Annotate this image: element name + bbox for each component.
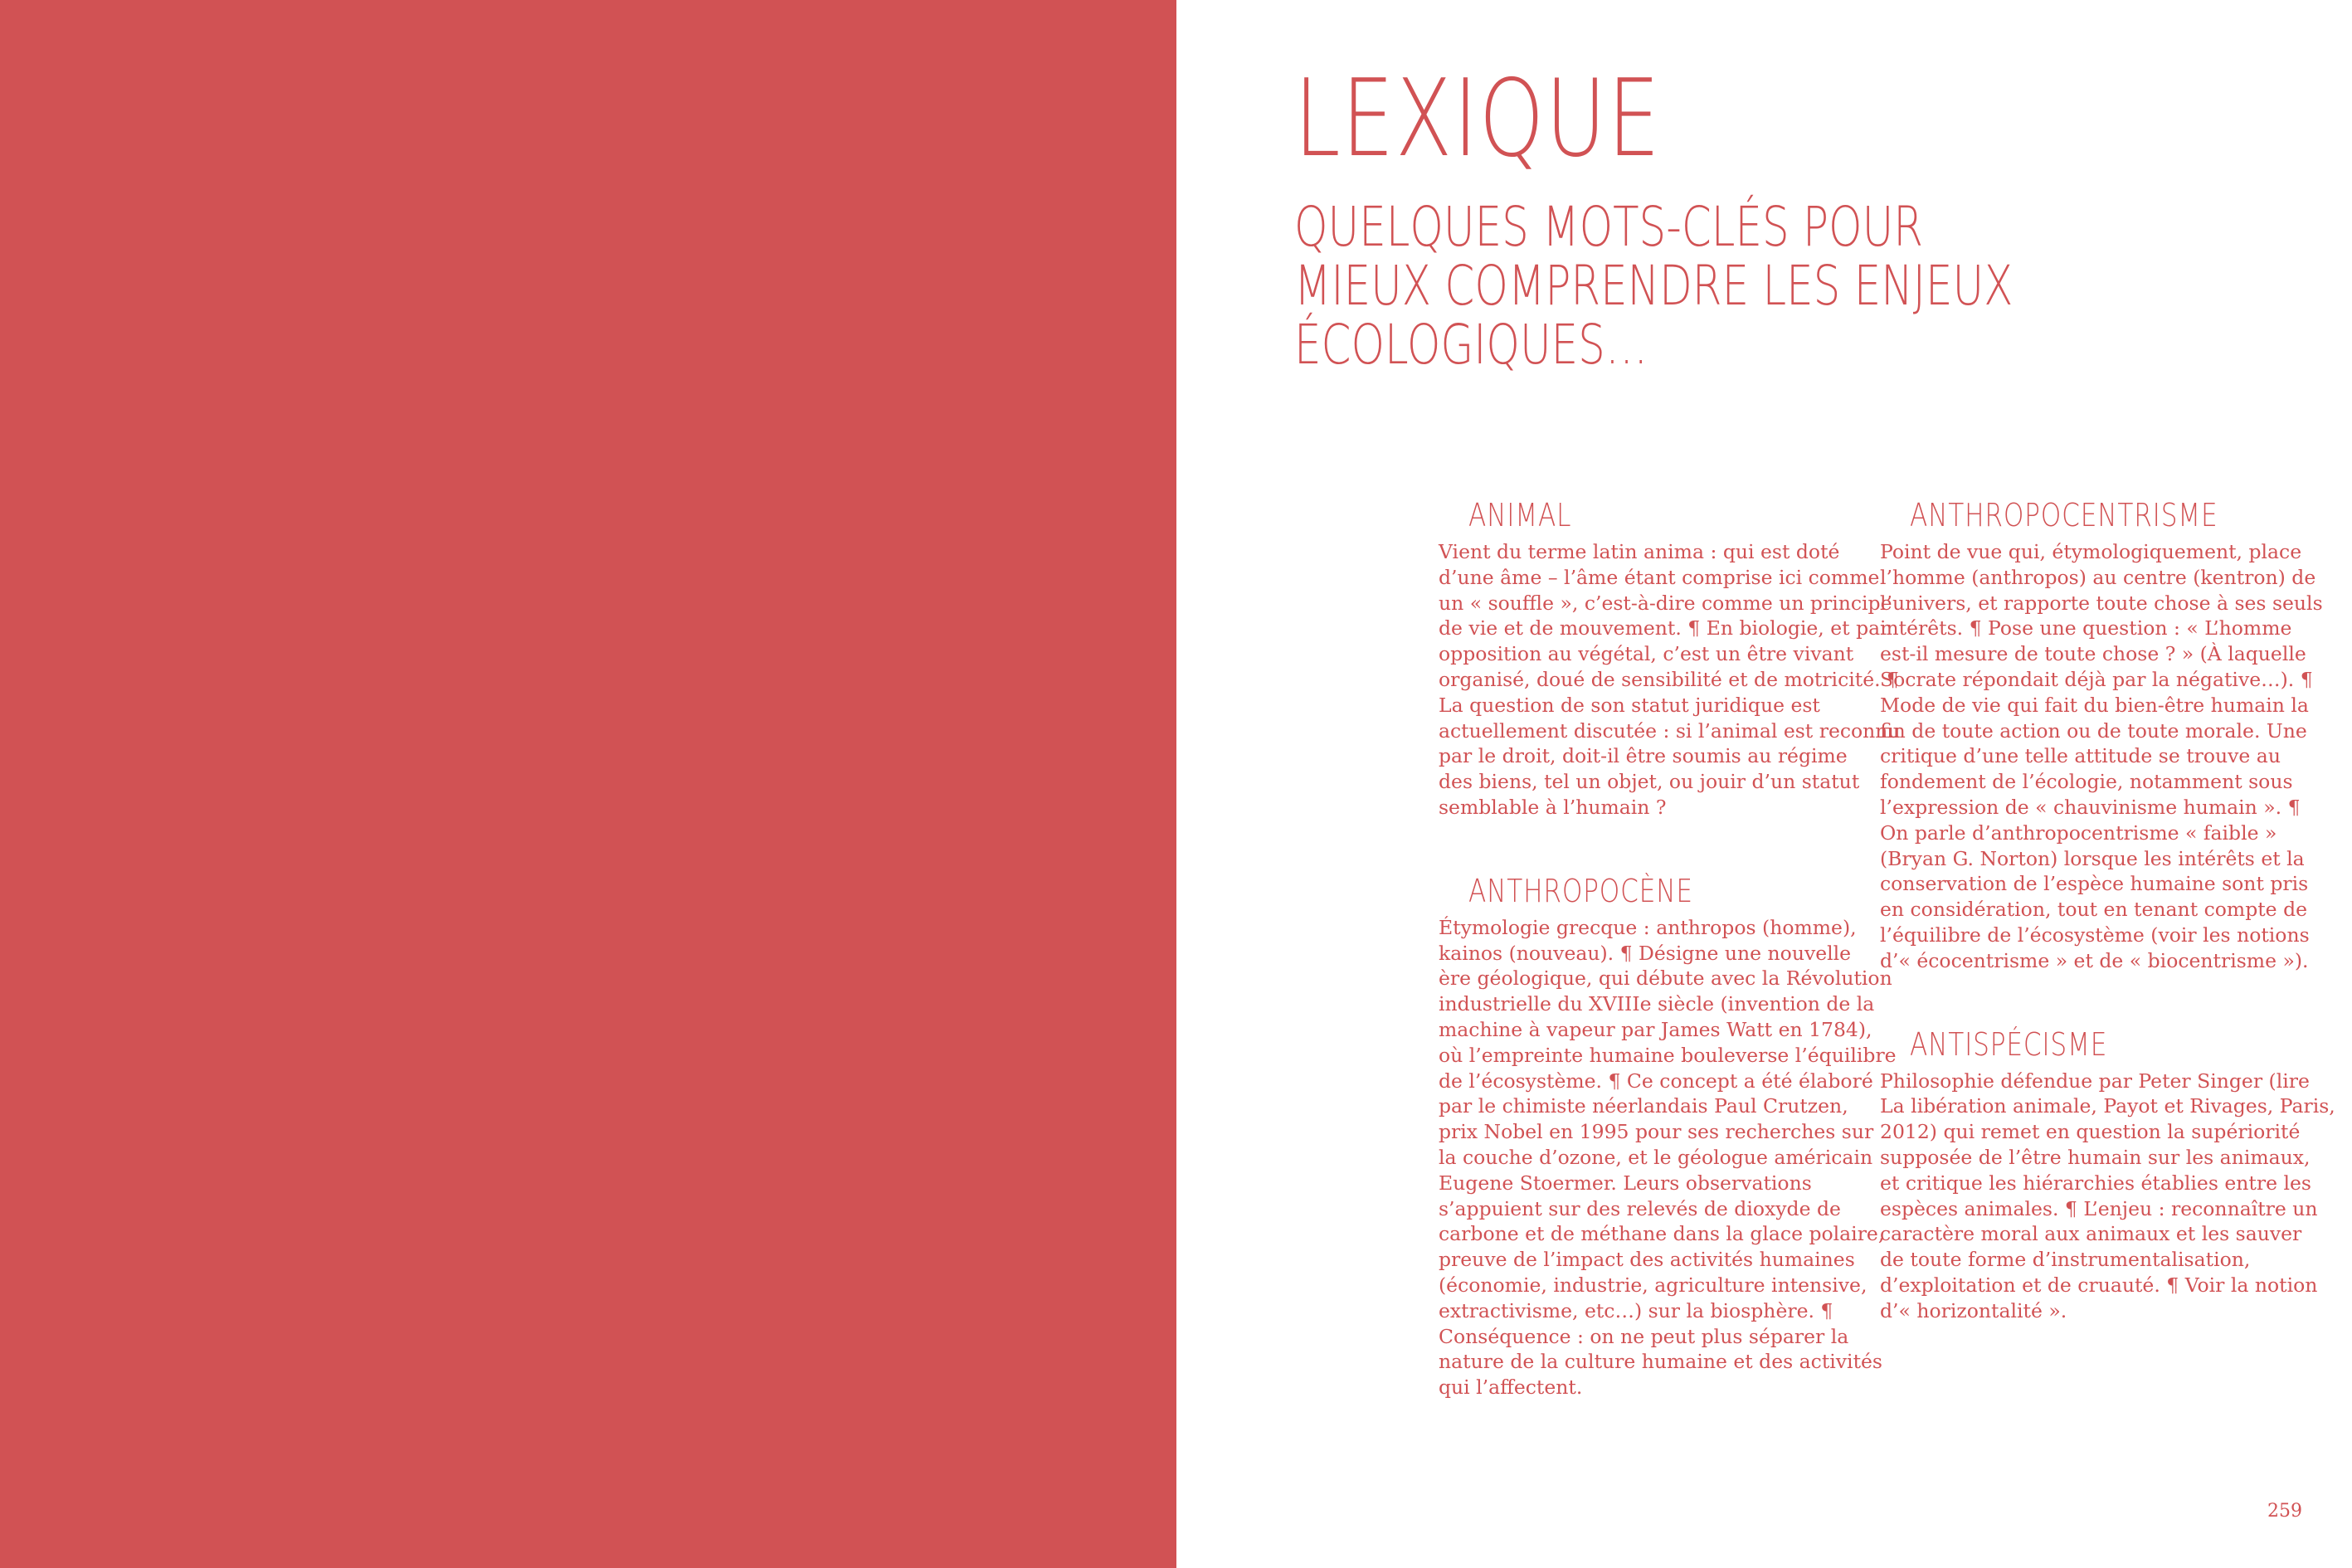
body-line: Mode de vie qui fait du bien-être humain la bbox=[1880, 693, 2309, 717]
entry-body bbox=[1880, 1069, 2335, 1324]
body-line: extractivisme, etc…) sur la biosphère. ¶ bbox=[1439, 1298, 1833, 1322]
body-line: actuellement discutée : si l’animal est reconnu bbox=[1439, 718, 1901, 743]
entry-animal bbox=[1439, 496, 1901, 821]
entry-anthropocentrisme bbox=[1880, 496, 2323, 974]
body-line: La question de son statut juridique est bbox=[1439, 693, 1820, 717]
body-line: semblable à l’humain ? bbox=[1439, 795, 1667, 819]
body-line: par le chimiste néerlandais Paul Crutzen, bbox=[1439, 1094, 1848, 1118]
page-number: 259 bbox=[2267, 1501, 2302, 1522]
body-line: et critique les hiérarchies établies entre les bbox=[1880, 1171, 2311, 1195]
subtitle-line: MIEUX COMPRENDRE LES ENJEUX bbox=[1294, 254, 2014, 318]
body-line: de vie et de mouvement. ¶ En biologie, et par bbox=[1439, 616, 1890, 640]
entry-heading: ANIMAL bbox=[1468, 497, 1572, 533]
body-line: organisé, doué de sensibilité et de motricité. ¶ bbox=[1439, 667, 1899, 691]
body-line: fin de toute action ou de toute morale. Une bbox=[1880, 718, 2307, 743]
body-line: Philosophie défendue par Peter Singer (lire bbox=[1880, 1069, 2310, 1093]
body-line: l’univers, et rapporte toute chose à ses seuls bbox=[1880, 591, 2323, 615]
body-line: (économie, industrie, agriculture intensive, bbox=[1439, 1273, 1867, 1297]
body-line: intérêts. ¶ Pose une question : « L’homme bbox=[1880, 616, 2292, 640]
subtitle-line: QUELQUES MOTS-CLÉS POUR bbox=[1294, 195, 1924, 259]
body-line: de toute forme d’instrumentalisation, bbox=[1880, 1248, 2251, 1272]
entry-body bbox=[1439, 539, 1901, 821]
body-line: d’« écocentrisme » et de « biocentrisme »). bbox=[1880, 948, 2309, 972]
entry-heading: ANTISPÉCISME bbox=[1910, 1025, 2108, 1063]
body-line: s’appuient sur des relevés de dioxyde de bbox=[1439, 1196, 1841, 1220]
body-line: en considération, tout en tenant compte de bbox=[1880, 898, 2308, 922]
body-line: des biens, tel un objet, ou jouir d’un statut bbox=[1439, 770, 1860, 794]
glossary-column-right bbox=[1880, 496, 2335, 1376]
body-line: Étymologie grecque : anthropos (homme), bbox=[1439, 915, 1857, 939]
body-line: industrielle du XVIIIe siècle (invention de la bbox=[1439, 992, 1875, 1016]
body-line: Socrate répondait déjà par la négative…). ¶ bbox=[1880, 667, 2313, 691]
entry-heading: ANTHROPOCÈNE bbox=[1468, 872, 1693, 909]
body-line: espèces animales. ¶ L’enjeu : reconnaître un bbox=[1880, 1196, 2318, 1220]
body-line: prix Nobel en 1995 pour ses recherches sur bbox=[1439, 1120, 1874, 1144]
body-line: où l’empreinte humaine bouleverse l’équilibre bbox=[1439, 1043, 1897, 1067]
body-line: La libération animale, Payot et Rivages, Paris, bbox=[1880, 1094, 2335, 1118]
entry-body bbox=[1880, 539, 2323, 974]
body-line: (Bryan G. Norton) lorsque les intérêts et la bbox=[1880, 846, 2305, 870]
body-line: la couche d’ozone, et le géologue américain bbox=[1439, 1145, 1873, 1169]
body-line: carbone et de méthane dans la glace polaire, bbox=[1439, 1222, 1885, 1246]
body-line: qui l’affectent. bbox=[1439, 1376, 1583, 1400]
body-line: d’une âme – l’âme étant comprise ici comme bbox=[1439, 565, 1880, 589]
subtitle-line: ÉCOLOGIQUES… bbox=[1294, 313, 1648, 377]
entry-anthropocene bbox=[1439, 872, 1897, 1400]
page-subtitle bbox=[1294, 195, 2014, 377]
body-line: caractère moral aux animaux et les sauver bbox=[1880, 1222, 2302, 1246]
body-line: supposée de l’être humain sur les animaux, bbox=[1880, 1145, 2311, 1169]
entry-body bbox=[1439, 915, 1897, 1400]
body-line: kainos (nouveau). ¶ Désigne une nouvelle bbox=[1439, 941, 1852, 965]
body-line: par le droit, doit-il être soumis au régime bbox=[1439, 744, 1848, 768]
body-line: d’exploitation et de cruauté. ¶ Voir la notion bbox=[1880, 1273, 2318, 1297]
glossary-column-left bbox=[1439, 496, 1901, 1452]
body-line: Conséquence : on ne peut plus séparer la bbox=[1439, 1324, 1849, 1348]
body-line: un « souffle », c’est-à-dire comme un principe bbox=[1439, 591, 1892, 615]
body-line: Point de vue qui, étymologiquement, place bbox=[1880, 540, 2302, 563]
body-line: l’homme (anthropos) au centre (kentron) de bbox=[1880, 565, 2316, 589]
body-line: Eugene Stoermer. Leurs observations bbox=[1439, 1171, 1812, 1195]
entry-antispecisme bbox=[1880, 1025, 2335, 1324]
body-line: ère géologique, qui débute avec la Révolution bbox=[1439, 967, 1892, 991]
body-line: nature de la culture humaine et des activités bbox=[1439, 1350, 1882, 1374]
body-line: d’« horizontalité ». bbox=[1880, 1298, 2067, 1322]
body-line: 2012) qui remet en question la supériorité bbox=[1880, 1120, 2301, 1144]
body-line: Vient du terme latin anima : qui est doté bbox=[1439, 540, 1840, 563]
body-line: opposition au végétal, c’est un être vivant bbox=[1439, 642, 1854, 666]
body-line: est-il mesure de toute chose ? » (À laquelle bbox=[1880, 642, 2306, 666]
body-line: l’expression de « chauvinisme humain ». ¶ bbox=[1880, 795, 2301, 819]
body-line: On parle d’anthropocentrisme « faible » bbox=[1880, 821, 2277, 845]
body-line: preuve de l’impact des activités humaines bbox=[1439, 1248, 1855, 1272]
body-line: l’équilibre de l’écosystème (voir les notions bbox=[1880, 923, 2310, 947]
page-title: LEXIQUE bbox=[1294, 57, 1662, 181]
body-line: conservation de l’espèce humaine sont pris bbox=[1880, 872, 2309, 896]
entry-heading: ANTHROPOCENTRISME bbox=[1910, 497, 2218, 533]
body-line: machine à vapeur par James Watt en 1784), bbox=[1439, 1017, 1872, 1041]
body-line: fondement de l’écologie, notamment sous bbox=[1880, 770, 2293, 794]
body-line: critique d’une telle attitude se trouve au bbox=[1880, 744, 2281, 768]
body-line: de l’écosystème. ¶ Ce concept a été élaboré bbox=[1439, 1069, 1873, 1093]
